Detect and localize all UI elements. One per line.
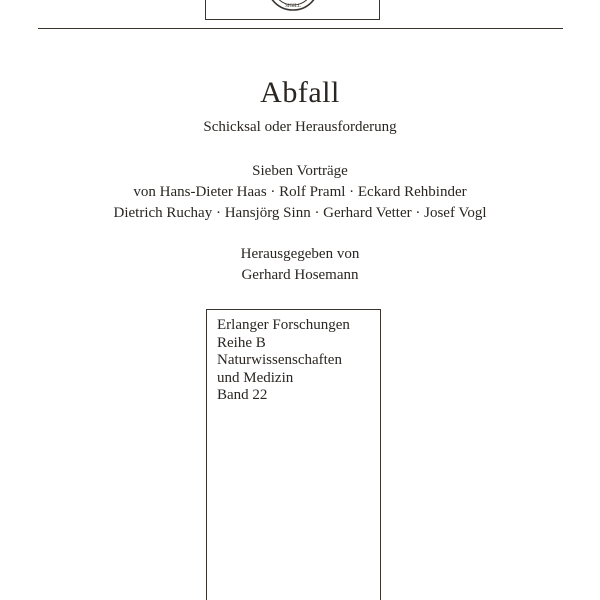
series-rule <box>206 309 381 310</box>
authors-line-2: Dietrich Ruchay · Hansjörg Sinn · Gerhard Vetter · Josef Vogl <box>113 205 487 221</box>
header-rule <box>38 28 563 29</box>
book-subtitle: Schicksal oder Herausforderung <box>203 119 397 135</box>
editor-name: Gerhard Hosemann <box>241 267 359 283</box>
series-subject-2: und Medizin <box>217 369 294 386</box>
lectures-heading: Sieben Vorträge <box>252 163 348 179</box>
lectures-block <box>0 161 600 224</box>
series-row: Reihe B <box>217 334 266 351</box>
editor-block <box>0 244 600 286</box>
seal-lettering: SIGILL <box>285 4 301 9</box>
series-block <box>217 317 350 405</box>
series-subject-1: Naturwissenschaften <box>217 352 342 368</box>
editor-label: Herausgegeben von <box>240 246 360 262</box>
authors-line-1: von Hans-Dieter Haas · Rolf Praml · Eckard Rehbinder <box>133 184 467 200</box>
seal-emblem-icon <box>265 0 321 12</box>
book-title: Abfall <box>260 76 340 109</box>
series-name: Erlanger Forschungen <box>217 317 350 333</box>
series-volume: Band 22 <box>217 387 268 403</box>
